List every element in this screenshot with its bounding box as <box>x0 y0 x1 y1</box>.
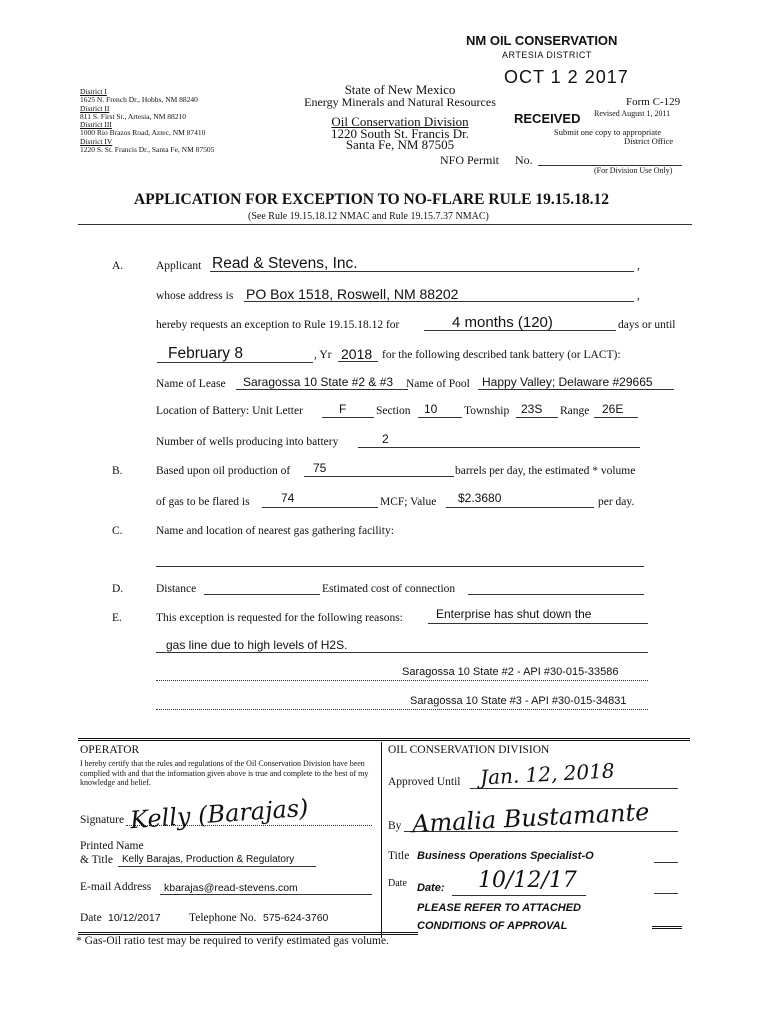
api-line-2: Saragossa 10 State #3 - API #30-015-34831 <box>410 695 627 707</box>
operator-date-value: 10/12/2017 <box>108 912 161 924</box>
district-2-address: 811 S. First St., Artesia, NM 88210 <box>80 111 186 121</box>
stamp-date: OCT 1 2 2017 <box>504 67 629 87</box>
value-value: $2.3680 <box>458 491 502 505</box>
lease-label: Name of Lease <box>156 378 226 390</box>
reason-field-3[interactable] <box>156 680 648 681</box>
refer-line-2: CONDITIONS OF APPROVAL <box>417 920 568 932</box>
district-list <box>80 88 214 154</box>
address-label: whose address is <box>156 290 234 302</box>
division-use-note: (For Division Use Only) <box>594 166 673 175</box>
range-field[interactable] <box>594 417 638 418</box>
api-line-1: Saragossa 10 State #2 - API #30-015-33586 <box>402 666 619 678</box>
unit-letter-field[interactable] <box>322 417 374 418</box>
ocd-end-rule <box>652 926 682 929</box>
refer-line-1: PLEASE REFER TO ATTACHED <box>417 902 581 914</box>
printed-title-label: & Title <box>80 854 113 866</box>
township-label: Township <box>464 405 510 417</box>
duration-value: 4 months (120) <box>452 314 553 331</box>
address-comma: , <box>637 290 640 302</box>
gas-label: of gas to be flared is <box>156 496 250 508</box>
printed-name-label: Printed Name <box>80 840 144 852</box>
following-label: for the following described tank battery (or LACT): <box>382 349 621 361</box>
state-name: State of New Mexico <box>344 82 456 97</box>
days-label: days or until <box>618 319 676 331</box>
ocd-title-label: Title <box>388 850 410 862</box>
ocd-title-field-end <box>654 862 678 863</box>
district-4-address: 1220 S. St. Francis Dr., Santa Fe, NM 87505 <box>80 145 215 155</box>
pool-value: Happy Valley; Delaware #29665 <box>482 375 653 389</box>
applicant-value: Read & Stevens, Inc. <box>212 255 358 272</box>
section-a-letter: A. <box>112 260 124 272</box>
range-value: 26E <box>602 402 624 416</box>
nfo-no-label: No. <box>515 153 533 167</box>
signature-block-top-rule <box>78 738 690 741</box>
title-rule <box>78 224 692 225</box>
stamp-received: RECEIVED <box>514 111 581 126</box>
ocd-date-field-end <box>654 893 678 894</box>
ocd-date-field[interactable] <box>452 895 586 896</box>
signature-block-divider <box>381 742 382 938</box>
signature-label: Signature <box>80 814 125 826</box>
pool-label: Name of Pool <box>406 378 470 390</box>
section-value: 10 <box>424 402 438 416</box>
year-value: 2018 <box>341 346 373 362</box>
gathering-field[interactable] <box>156 566 644 567</box>
value-field[interactable] <box>446 507 594 508</box>
section-field[interactable] <box>418 417 462 418</box>
district-1-address: 1625 N. French Dr., Hobbs, NM 88240 <box>80 95 198 105</box>
request-label: hereby requests an exception to Rule 19.15.18.12 for <box>156 319 400 331</box>
header-center <box>290 84 510 150</box>
section-e-letter: E. <box>112 612 122 624</box>
division-city: Santa Fe, NM 87505 <box>345 137 455 152</box>
cost-field[interactable] <box>468 594 644 595</box>
wells-value: 2 <box>382 432 389 446</box>
year-label: , Yr <box>314 349 332 361</box>
range-label: Range <box>560 405 590 417</box>
mcf-label: MCF; Value <box>380 496 437 508</box>
stamp-agency: NM OIL CONSERVATION <box>466 33 618 48</box>
gas-field[interactable] <box>262 507 378 508</box>
by-label: By <box>388 820 402 832</box>
phone-value: 575-624-3760 <box>263 912 329 924</box>
gathering-label: Name and location of nearest gas gathering facility: <box>156 525 394 537</box>
district-1-name: District I <box>80 87 107 96</box>
district-3-address: 1000 Rio Brazos Road, Aztec, NM 87410 <box>80 128 206 138</box>
operator-heading: OPERATOR <box>80 744 140 756</box>
printed-name-field[interactable] <box>118 866 316 867</box>
reason-field-4[interactable] <box>156 709 648 710</box>
distance-field[interactable] <box>204 594 320 595</box>
location-label: Location of Battery: Unit Letter <box>156 405 303 417</box>
gas-value: 74 <box>281 491 295 505</box>
address-value: PO Box 1518, Roswell, NM 88202 <box>246 286 459 302</box>
unit-letter-value: F <box>339 402 347 416</box>
ocd-date-prefix: Date: <box>417 882 445 894</box>
township-field[interactable] <box>516 417 558 418</box>
form-number: Form C-129 <box>626 96 681 108</box>
section-c-letter: C. <box>112 525 123 537</box>
district-2-name: District II <box>80 103 110 113</box>
section-b-letter: B. <box>112 465 123 477</box>
perday-label: per day. <box>598 496 635 508</box>
reason-line-1: Enterprise has shut down the <box>436 607 592 621</box>
approver-signature: Amalia Bustamante <box>411 797 650 839</box>
operator-signature: Kelly (Barajas) <box>129 793 310 835</box>
wells-field[interactable] <box>358 447 640 448</box>
lease-value: Saragossa 10 State #2 & #3 <box>243 375 394 389</box>
stamp-district: ARTESIA DISTRICT <box>502 50 592 60</box>
oil-field[interactable] <box>304 476 454 477</box>
district-4-name: District IV <box>80 136 113 146</box>
reasons-label: This exception is requested for the following reasons: <box>156 612 403 624</box>
applicant-comma: , <box>637 260 640 272</box>
reason-field-1[interactable] <box>428 623 648 624</box>
wells-label: Number of wells producing into battery <box>156 436 339 448</box>
approved-until-label: Approved Until <box>388 776 461 788</box>
email-value: kbarajas@read-stevens.com <box>164 882 298 894</box>
ocd-heading: OIL CONSERVATION DIVISION <box>388 744 550 756</box>
reason-line-2: gas line due to high levels of H2S. <box>166 638 348 652</box>
footnote: * Gas-Oil ratio test may be required to verify estimated gas volume. <box>76 935 389 947</box>
submit-line-1: Submit one copy to appropriate <box>554 127 662 137</box>
until-date-value: February 8 <box>168 345 243 362</box>
bpd-label: barrels per day, the estimated * volume <box>455 465 636 477</box>
division-name: Oil Conservation Division <box>331 114 469 129</box>
reason-field-2[interactable] <box>156 652 648 653</box>
nfo-permit-label: NFO Permit <box>440 153 500 167</box>
township-value: 23S <box>521 402 543 416</box>
operator-date-label: Date <box>80 912 102 924</box>
form-title: APPLICATION FOR EXCEPTION TO NO-FLARE RULE 19.15.18.12 <box>134 191 609 208</box>
operator-certify: I hereby certify that the rules and regulations of the Oil Conservation Division have been complied with and that the information given above is true and complete to the best of my knowledge and belief. <box>80 759 369 787</box>
section-label: Section <box>376 405 411 417</box>
applicant-label: Applicant <box>156 260 202 272</box>
cost-label: Estimated cost of connection <box>322 583 456 595</box>
oil-label: Based upon oil production of <box>156 465 291 477</box>
division-street: 1220 South St. Francis Dr. <box>331 126 469 141</box>
department-name: Energy Minerals and Natural Resources <box>304 95 496 109</box>
ocd-date-value: 10/12/17 <box>478 868 577 893</box>
oil-value: 75 <box>313 461 327 475</box>
ocd-title-value: Business Operations Specialist-O <box>417 850 594 862</box>
lease-field[interactable] <box>236 389 408 390</box>
form-subtitle: (See Rule 19.15.18.12 NMAC and Rule 19.15.7.37 NMAC) <box>248 211 489 222</box>
email-field[interactable] <box>160 894 372 895</box>
approved-until-value: Jan. 12, 2018 <box>479 758 616 790</box>
section-d-letter: D. <box>112 583 124 595</box>
submit-line-2: District Office <box>624 136 674 146</box>
district-3-name: District III <box>80 120 112 130</box>
form-revised: Revised August 1, 2011 <box>594 109 671 118</box>
phone-label: Telephone No. <box>189 912 257 924</box>
pool-field[interactable] <box>478 389 674 390</box>
printed-name-value: Kelly Barajas, Production & Regulatory <box>122 854 295 865</box>
distance-label: Distance <box>156 583 197 595</box>
email-label: E-mail Address <box>80 881 152 893</box>
ocd-date-label: Date <box>388 878 407 889</box>
